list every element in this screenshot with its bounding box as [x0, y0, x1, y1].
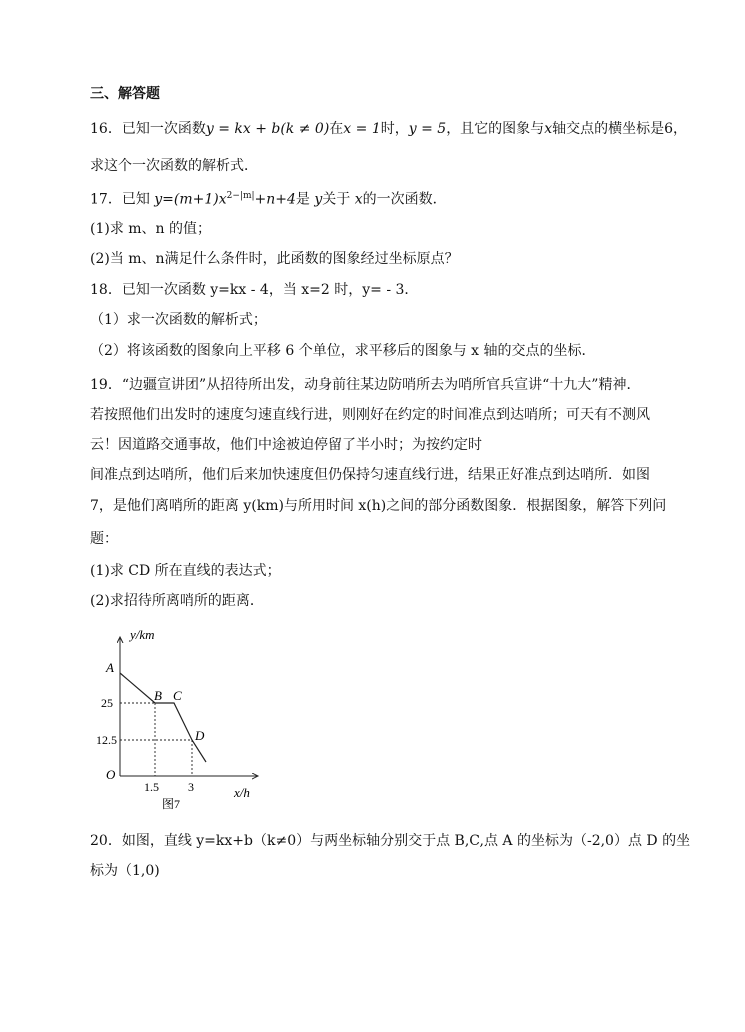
q18-part2: （2）将该函数的图象向上平移 6 个单位，求平移后的图象与 x 轴的交点的坐标．: [90, 343, 596, 359]
q19-line6: 题：: [90, 531, 118, 547]
x-axis-label: x/h: [234, 785, 250, 800]
q16-text-a: 16．已知一次函数: [90, 121, 206, 137]
point-a-label: A: [106, 660, 114, 675]
q17-text-c: 关于: [322, 191, 355, 208]
q16-line1: [90, 120, 687, 138]
x-tick-1-5: 1.5: [144, 780, 159, 794]
origin-label: O: [106, 767, 116, 782]
q17-line1: [90, 187, 447, 209]
q17-formula-b: +n+4: [254, 191, 296, 208]
point-d-label: D: [195, 728, 205, 743]
figure-caption: 图7: [162, 797, 181, 811]
q19-line5: 7，是他们离哨所的距离 y(km)与所用时间 x(h)之间的部分函数图象．根据图象，解答下列问: [90, 498, 667, 514]
q20-line1: 20．如图，直线 y=kx+b（k≠0）与两坐标轴分别交于点 B,C,点 A 的坐标为（-2,0）点 D 的坐: [90, 833, 691, 849]
q18-part1: （1）求一次函数的解析式；: [90, 312, 267, 328]
q18-line1: 18．已知一次函数 y=kx - 4，当 x=2 时，y= - 3．: [90, 282, 419, 298]
q20-line2: 标为（1,0): [90, 863, 160, 879]
q16-cond1: x = 1: [343, 121, 381, 137]
q19-line4: 间准点到达哨所，他们后来加快速度但仍保持匀速直线行进，结果正好准点到达哨所．如图: [90, 467, 650, 483]
q17-part1: (1)求 m、n 的值；: [90, 221, 212, 237]
section-heading: 三、解答题: [90, 86, 160, 102]
q17-y: y: [314, 191, 323, 208]
point-b-label: B: [154, 688, 162, 703]
q16-text-c: 时，: [380, 121, 409, 137]
figure-7: [96, 625, 280, 815]
q16-line2: 求这个一次函数的解析式．: [90, 158, 258, 174]
q16-formula: y = kx + b(k ≠ 0): [205, 121, 330, 137]
q16-x: x: [544, 121, 553, 137]
q19-line3: 云！因道路交通事故，他们中途被迫停留了半小时；为按约定时: [90, 437, 482, 453]
q16-text-d: ，且它的图象与: [446, 121, 545, 137]
q19-part2: (2)求招待所离哨所的距离．: [90, 593, 264, 609]
y-axis-label: y/km: [130, 627, 155, 642]
q17-text-a: 17．已知: [90, 191, 155, 208]
figure-7-graph: [96, 625, 280, 815]
q17-formula-a: y=(m+1)x: [154, 191, 227, 208]
q17-part2: (2)当 m、n满足什么条件时，此函数的图象经过坐标原点？: [90, 251, 459, 267]
q16-cond2: y = 5: [408, 121, 447, 137]
q19-part1: (1)求 CD 所在直线的表达式；: [90, 563, 281, 579]
q16-text-b: 在: [329, 121, 344, 137]
x-tick-3: 3: [188, 780, 194, 794]
y-tick-12-5: 12.5: [96, 733, 117, 747]
point-c-label: C: [173, 688, 182, 703]
q17-text-b: 是: [295, 191, 315, 208]
q17-x: x: [354, 191, 363, 208]
q19-line2: 若按照他们出发时的速度匀速直线行进，则刚好在约定的时间准点到达哨所；可天有不测风: [90, 407, 650, 423]
q19-line1: 19．“边疆宣讲团”从招待所出发，动身前往某边防哨所去为哨所官兵宣讲“十九大”精神．: [90, 377, 641, 393]
q16-text-e: 轴交点的横坐标是6，: [552, 121, 688, 137]
q17-text-d: 的一次函数．: [362, 191, 447, 208]
function-graph: [120, 673, 206, 762]
q17-exponent: 2−|m|: [226, 191, 255, 201]
y-tick-25: 25: [101, 696, 113, 710]
